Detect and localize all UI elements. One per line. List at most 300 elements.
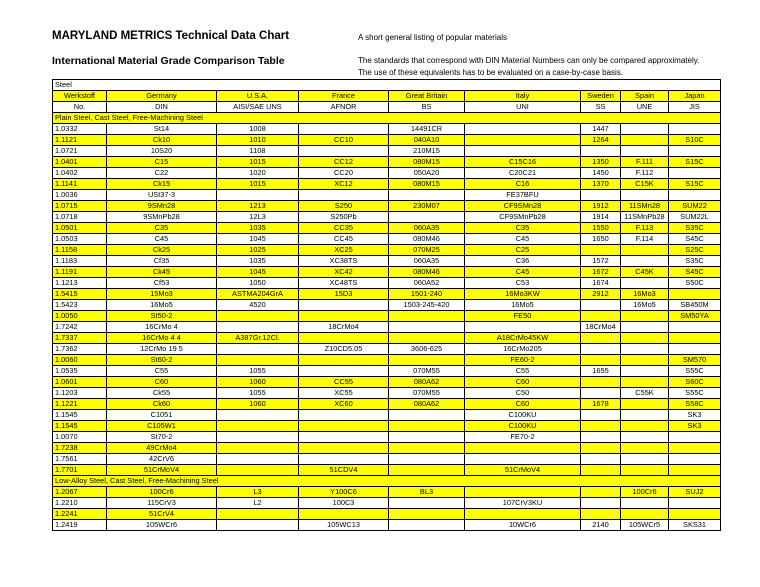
table-cell: C55K [621,388,669,399]
table-cell: 1015 [217,157,299,168]
table-cell: 1.2241 [53,509,107,520]
table-cell: 1264 [581,135,621,146]
table-cell [465,454,581,465]
table-cell: 080M46 [389,234,465,245]
table-cell [581,300,621,311]
table-cell [581,454,621,465]
table-cell [217,520,299,531]
table-cell: 080M15 [389,157,465,168]
table-cell: Z10CD5.05 [299,344,389,355]
table-cell: 51CrMoV4 [465,465,581,476]
table-cell: CF9SMnPb28 [465,212,581,223]
table-cell: 16Mo5 [621,300,669,311]
table-cell: C55 [465,366,581,377]
table-cell: 15Mo3 [107,289,217,300]
table-cell: Ck25 [107,245,217,256]
table-cell [581,432,621,443]
table-cell: 1572 [581,256,621,267]
table-cell: 1108 [217,146,299,157]
table-cell: 15D3 [299,289,389,300]
table-cell: S55C [669,388,721,399]
table-cell: 1450 [581,168,621,179]
table-row [53,410,721,421]
table-cell: SKS31 [669,520,721,531]
grade-comparison-table [52,79,721,531]
table-cell: 1008 [217,124,299,135]
table-cell: 9SMn28 [107,201,217,212]
table-cell [389,454,465,465]
table-cell [621,146,669,157]
table-cell [621,322,669,333]
table-cell [299,443,389,454]
table-cell: S60C [669,377,721,388]
table-cell [581,465,621,476]
table-cell: C15K [621,179,669,190]
table-cell: 51CrMoV4 [107,465,217,476]
table-cell: 1.7561 [53,454,107,465]
table-cell: 16Mo3 [621,289,669,300]
section-row [53,476,721,487]
table-cell: C55 [107,366,217,377]
table-cell [217,432,299,443]
table-cell: XC60 [299,399,389,410]
table-cell: L2 [217,498,299,509]
table-cell: 1.0721 [53,146,107,157]
table-cell [581,421,621,432]
column-standard: AFNOR [299,102,389,113]
table-cell [389,520,465,531]
table-cell: 1.0332 [53,124,107,135]
column-header: Germany [107,91,217,102]
table-cell [669,454,721,465]
table-cell: F.112 [621,168,669,179]
table-cell: 1.1121 [53,135,107,146]
table-cell [669,124,721,135]
table-cell: FE37BFU [465,190,581,201]
table-cell: St14 [107,124,217,135]
table-cell [299,366,389,377]
column-header-row [53,91,721,102]
column-standard: No. [53,102,107,113]
table-cell: Ck60 [107,399,217,410]
table-cell: 1020 [217,168,299,179]
table-cell [621,443,669,454]
table-cell: Ck15 [107,179,217,190]
table-cell: CC45 [299,234,389,245]
table-cell: 210M15 [389,146,465,157]
table-cell: Ck55 [107,388,217,399]
column-standard: DIN [107,102,217,113]
table-row [53,498,721,509]
table-cell [581,410,621,421]
table-cell: S25C [669,245,721,256]
column-header: Spain [621,91,669,102]
column-header: Werkstoff [53,91,107,102]
table-cell [299,421,389,432]
table-cell: 1550 [581,223,621,234]
table-cell: CC55 [299,377,389,388]
table-cell: 1.0036 [53,190,107,201]
table-cell: 1060 [217,377,299,388]
table-cell: 1025 [217,245,299,256]
table-cell [389,212,465,223]
table-cell: 11SMnPb28 [621,212,669,223]
table-cell: 1045 [217,234,299,245]
table-cell [621,245,669,256]
table-cell: 1.0402 [53,168,107,179]
table-cell [581,498,621,509]
table-cell: 1655 [581,366,621,377]
table-cell: 1015 [217,179,299,190]
table-cell: 1.2419 [53,520,107,531]
table-cell: S35C [669,223,721,234]
table-row [53,311,721,322]
table-cell [217,322,299,333]
table-row [53,443,721,454]
table-cell: 1678 [581,399,621,410]
table-cell [669,465,721,476]
table-row [53,278,721,289]
table-cell: FE50 [465,311,581,322]
table-cell: Ck10 [107,135,217,146]
table-cell: 080M15 [389,179,465,190]
table-cell: 060A52 [389,278,465,289]
table-cell: S15C [669,157,721,168]
table-cell [217,509,299,520]
table-cell [299,410,389,421]
table-cell [465,443,581,454]
table-cell [621,333,669,344]
table-cell [621,124,669,135]
table-cell [389,432,465,443]
table-cell [465,509,581,520]
table-cell: C16 [465,179,581,190]
table-cell: CC12 [299,157,389,168]
table-cell [299,454,389,465]
table-cell: 230M07 [389,201,465,212]
table-cell: A387Gr.12Cl. [217,333,299,344]
table-cell: 42CrV6 [107,454,217,465]
table-row [53,135,721,146]
table-cell [669,322,721,333]
table-cell: 1.1545 [53,410,107,421]
table-row [53,421,721,432]
table-cell: Cf35 [107,256,217,267]
table-row [53,124,721,135]
table-cell [669,333,721,344]
table-cell [621,256,669,267]
table-cell: 1370 [581,179,621,190]
table-cell: 1.1141 [53,179,107,190]
table-cell: XC48TS [299,278,389,289]
standard-header-row [53,102,721,113]
table-cell: 1674 [581,278,621,289]
table-cell: 040A10 [389,135,465,146]
table-row [53,344,721,355]
table-cell: BL3 [389,487,465,498]
table-cell: SK3 [669,410,721,421]
table-cell [581,509,621,520]
table-cell: C35 [465,223,581,234]
table-cell: C60 [465,377,581,388]
table-cell [581,245,621,256]
table-cell: 1914 [581,212,621,223]
table-cell [621,465,669,476]
table-row [53,333,721,344]
table-cell: F.113 [621,223,669,234]
column-standard: JIS [669,102,721,113]
table-cell [621,509,669,520]
table-cell: 16CrMo205 [465,344,581,355]
table-cell: USt37-3 [107,190,217,201]
table-cell [389,410,465,421]
table-cell [465,146,581,157]
table-cell [217,311,299,322]
table-cell: 16Mo5 [465,300,581,311]
table-cell: 1.0715 [53,201,107,212]
table-cell: 1060 [217,399,299,410]
table-cell: 16CrMo 4 [107,322,217,333]
table-cell: 1.7238 [53,443,107,454]
table-cell: S45C [669,267,721,278]
table-cell: S50C [669,278,721,289]
table-cell: C20C21 [465,168,581,179]
table-cell [217,465,299,476]
table-cell [299,355,389,366]
table-cell: 18CrMo4 [299,322,389,333]
table-cell: St70-2 [107,432,217,443]
table-row [53,289,721,300]
table-cell: 14491CR [389,124,465,135]
table-cell: 1912 [581,201,621,212]
table-cell: 12CrMo 19 5 [107,344,217,355]
table-cell [299,432,389,443]
table-cell: 070M25 [389,245,465,256]
table-cell [669,498,721,509]
table-cell: 060A35 [389,223,465,234]
table-cell: 1050 [217,278,299,289]
table-cell: S250 [299,201,389,212]
table-cell: ASTMA204GrA [217,289,299,300]
table-cell: C36 [465,256,581,267]
section-row [53,113,721,124]
table-cell: 060A35 [389,256,465,267]
table-cell [217,344,299,355]
table-cell: 1.0535 [53,366,107,377]
table-cell: CC10 [299,135,389,146]
table-cell: 16CrMo 4 4 [107,333,217,344]
table-cell [389,333,465,344]
table-cell: XC38TS [299,256,389,267]
table-cell [621,135,669,146]
table-cell [299,311,389,322]
table-cell: 1.7362 [53,344,107,355]
table-cell: 1350 [581,157,621,168]
table-cell [389,443,465,454]
table-cell: S250Pb [299,212,389,223]
table-cell: 1.0718 [53,212,107,223]
category-label: Steel [53,80,721,91]
table-cell [217,190,299,201]
table-cell: 107CrV3KU [465,498,581,509]
table-cell: St50-2 [107,311,217,322]
column-header: U.S.A. [217,91,299,102]
table-cell [621,366,669,377]
table-cell: XC55 [299,388,389,399]
table-cell [621,498,669,509]
table-row [53,300,721,311]
table-cell: CC20 [299,168,389,179]
table-cell: 1.0050 [53,311,107,322]
table-cell: Cf53 [107,278,217,289]
table-cell [581,190,621,201]
table-cell: FE60-2 [465,355,581,366]
table-cell [389,465,465,476]
table-cell: 51CDV4 [299,465,389,476]
table-cell: 2140 [581,520,621,531]
table-subtitle: International Material Grade Comparison Table [52,55,285,67]
table-cell: 080A62 [389,399,465,410]
table-cell: SK3 [669,421,721,432]
table-cell: C15 [107,157,217,168]
table-cell: 1055 [217,366,299,377]
table-cell [299,509,389,520]
table-cell [581,146,621,157]
table-cell: 105WC13 [299,520,389,531]
table-cell: 11SMn28 [621,201,669,212]
table-cell: 1.7701 [53,465,107,476]
table-cell: St60-2 [107,355,217,366]
table-row [53,520,721,531]
table-cell: 1.1158 [53,245,107,256]
table-cell: C1051 [107,410,217,421]
table-cell: 2912 [581,289,621,300]
table-cell: S58C [669,399,721,410]
table-cell: 1672 [581,267,621,278]
column-header: Great Britain [389,91,465,102]
table-cell: C22 [107,168,217,179]
table-row [53,212,721,223]
table-cell: C50 [465,388,581,399]
section-label: Plain Steel, Cast Steel, Free-Machining Steel [53,113,721,124]
table-cell [621,399,669,410]
table-cell [465,124,581,135]
table-cell: 1055 [217,388,299,399]
table-cell [621,454,669,465]
table-cell: 105WCr6 [107,520,217,531]
table-cell: 100Cr6 [107,487,217,498]
table-cell: CC35 [299,223,389,234]
table-cell [217,443,299,454]
table-cell: 1.1221 [53,399,107,410]
table-cell [581,487,621,498]
category-row [53,80,721,91]
table-cell [581,333,621,344]
table-row [53,267,721,278]
table-cell: 1.1545 [53,421,107,432]
table-cell: 49CrMo4 [107,443,217,454]
table-cell: 1650 [581,234,621,245]
table-cell [465,322,581,333]
table-row [53,168,721,179]
note-general-listing: A short general listing of popular materials [358,33,507,42]
table-cell [621,190,669,201]
page-title: MARYLAND METRICS Technical Data Chart [52,30,290,42]
table-cell: 4520 [217,300,299,311]
table-cell: C60 [465,399,581,410]
table-cell: S10C [669,135,721,146]
table-cell: XC12 [299,179,389,190]
table-cell: 1501-240 [389,289,465,300]
table-cell [669,344,721,355]
table-row [53,399,721,410]
table-row [53,432,721,443]
column-header: France [299,91,389,102]
table-cell: 1.5415 [53,289,107,300]
column-standard: AISI/SAE UNS [217,102,299,113]
table-cell [299,300,389,311]
table-cell: 100C3 [299,498,389,509]
table-cell [389,311,465,322]
table-cell: SB450M [669,300,721,311]
table-cell: 1.7337 [53,333,107,344]
table-cell: SUJ2 [669,487,721,498]
table-cell: 070M55 [389,388,465,399]
table-cell [669,146,721,157]
table-row [53,388,721,399]
table-cell: 10WCr6 [465,520,581,531]
table-cell [669,432,721,443]
section-label: Low-Alloy Steel, Cast Steel, Free-Machining Steel [53,476,721,487]
table-cell [217,355,299,366]
table-cell [669,289,721,300]
table-cell [621,344,669,355]
table-row [53,355,721,366]
table-cell: C15C16 [465,157,581,168]
table-cell: 1035 [217,223,299,234]
table-cell: 1.0401 [53,157,107,168]
column-header: Japan [669,91,721,102]
table-cell: 1.2210 [53,498,107,509]
table-cell [669,443,721,454]
table-cell [299,190,389,201]
table-cell: C100KU [465,410,581,421]
table-cell: 050A20 [389,168,465,179]
table-cell: 3606-625 [389,344,465,355]
table-cell [621,432,669,443]
table-cell: 1.1203 [53,388,107,399]
table-cell: C105W1 [107,421,217,432]
table-cell [299,146,389,157]
table-cell: F.114 [621,234,669,245]
table-cell: L3 [217,487,299,498]
table-cell: 080A62 [389,377,465,388]
table-cell: 51CrV4 [107,509,217,520]
table-cell: 100Cr6 [621,487,669,498]
table-cell [389,190,465,201]
table-cell: 16Mo5 [107,300,217,311]
table-cell [217,454,299,465]
table-cell: 1.0501 [53,223,107,234]
table-cell: 1503-245-420 [389,300,465,311]
table-cell: XC25 [299,245,389,256]
column-standard: UNE [621,102,669,113]
table-cell: 10S20 [107,146,217,157]
table-cell: C60 [107,377,217,388]
table-cell: 1.7242 [53,322,107,333]
table-cell: C45K [621,267,669,278]
table-row [53,201,721,212]
